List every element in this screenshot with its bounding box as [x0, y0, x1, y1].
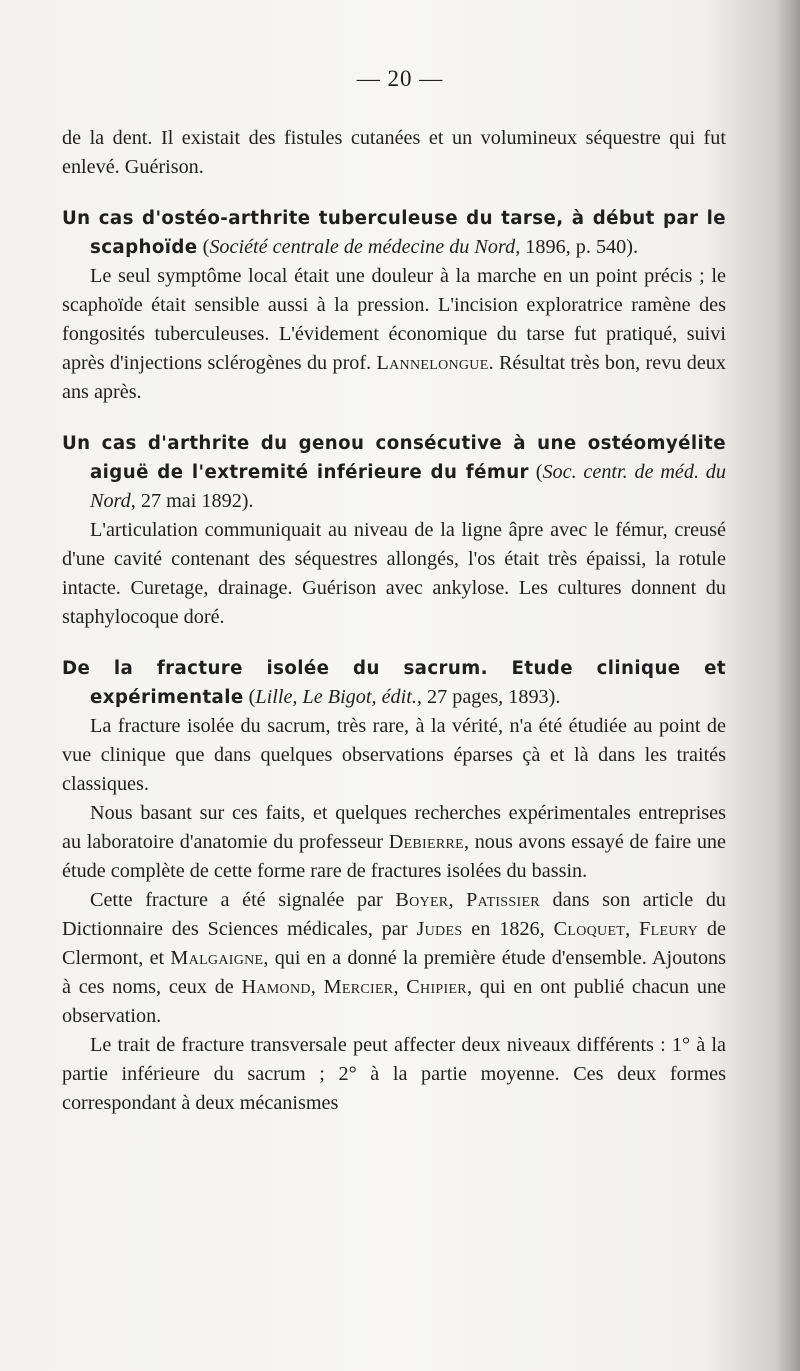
- author-name: Hamond: [241, 976, 311, 998]
- entry-ref-source: Société centrale de médecine du Nord,: [209, 236, 521, 258]
- author-name: Mercier: [323, 976, 394, 998]
- entry-ref-open: (: [243, 686, 256, 708]
- publication-entry: [62, 654, 726, 1118]
- text-run: de Clermont, et: [62, 918, 726, 969]
- text-run: Le seul symptôme local était une douleur à la marche en un point précis ; le scaphoïde était sensible aussi à la pression. L'incision exploratrice ramène des fongosités tuberculeuses. L'évidement économique du tarse fut pratiqué, suivi après d'injections sclérogènes du prof.: [62, 265, 726, 374]
- entry-heading: [62, 204, 726, 262]
- entry-paragraph: [62, 516, 726, 632]
- entry-paragraph: [62, 886, 726, 1031]
- author-name: Cloquet: [553, 918, 626, 940]
- entry-paragraph: [62, 1031, 726, 1118]
- author-name: Fleury: [639, 918, 699, 940]
- entry-ref-detail: 1896, p. 540).: [520, 236, 639, 258]
- intro-paragraph: de la dent. Il existait des fistules cutanées et un volumineux séquestre qui fut enlevé. Guérison.: [62, 127, 726, 178]
- entry-paragraph: [62, 712, 726, 799]
- entry-ref-source: Lille, Le Bigot, édit.,: [255, 686, 422, 708]
- text-run: dans son article du Dictionnaire des Sciences médicales, par: [62, 889, 727, 940]
- author-name: Judes: [416, 918, 463, 940]
- entry-title: De la fracture isolée du sacrum. Etude clinique et expérimentale: [62, 658, 726, 708]
- entry-title: Un cas d'ostéo-arthrite tuberculeuse du tarse, à début par le scaphoïde: [62, 208, 726, 258]
- entry-heading: [62, 654, 726, 712]
- publication-entry: [62, 204, 726, 407]
- entry-heading: [62, 429, 726, 516]
- entry-ref-source: Soc. centr. de méd. du Nord,: [90, 461, 726, 512]
- author-name: Malgaigne: [170, 947, 264, 969]
- text-run: Nous basant sur ces faits, et quelques recherches expérimentales entreprises au laboratoire d'anatomie du professeur: [62, 802, 726, 853]
- text-run: ,: [393, 976, 407, 998]
- text-run: ,: [625, 918, 640, 940]
- text-run: ,: [310, 976, 324, 998]
- entry-ref-open: (: [528, 461, 543, 483]
- text-run: La fracture isolée du sacrum, très rare, à la vérité, n'a été étudiée au point de vue clinique que dans quelques observations éparses çà et là dans les traités classiques.: [62, 715, 726, 795]
- text-run: Cette fracture a été signalée par: [90, 889, 396, 911]
- author-name: Chipier: [406, 976, 467, 998]
- entry-paragraph: [62, 799, 726, 886]
- text-run: , qui en ont publié chacun une observation.: [62, 976, 726, 1027]
- author-name: Debierre: [388, 831, 464, 853]
- text-run: L'articulation communiquait au niveau de la ligne âpre avec le fémur, creusé d'une cavité contenant des séquestres allongés, l'os était très épaissi, la rotule intacte. Curetage, drainage. Guérison avec ankylose. Les cultures donnent du staphylocoque doré.: [62, 519, 726, 628]
- page-number: — 20 —: [356, 66, 444, 91]
- entry-ref-detail: 27 mai 1892).: [135, 490, 254, 512]
- publication-entry: [62, 429, 726, 632]
- text-run: , nous avons essayé de faire une étude complète de cette forme rare de fractures isolées du bassin.: [62, 831, 726, 882]
- text-run: , qui en a donné la première étude d'ensemble. Ajoutons à ces noms, ceux de: [62, 947, 726, 998]
- text-run: ,: [448, 889, 467, 911]
- page-content: [62, 124, 726, 1118]
- entry-title: Un cas d'arthrite du genou consécutive à une ostéomyélite aiguë de l'extremité inférieure du fémur: [62, 433, 726, 483]
- entry-ref-open: (: [197, 236, 210, 258]
- author-name: Patissier: [466, 889, 540, 911]
- text-run: en 1826,: [462, 918, 554, 940]
- author-name: Lannelongue: [376, 352, 489, 374]
- text-run: Le trait de fracture transversale peut affecter deux niveaux différents : 1° à la partie inférieure du sacrum ; 2° à la partie moyenne. Ces deux formes correspondant à deux mécanismes: [62, 1034, 726, 1114]
- entry-paragraph: [62, 262, 726, 407]
- entries: [62, 204, 726, 1118]
- entry-ref-detail: 27 pages, 1893).: [421, 686, 561, 708]
- text-run: . Résultat très bon, revu deux ans après.: [62, 352, 726, 403]
- author-name: Boyer: [395, 889, 449, 911]
